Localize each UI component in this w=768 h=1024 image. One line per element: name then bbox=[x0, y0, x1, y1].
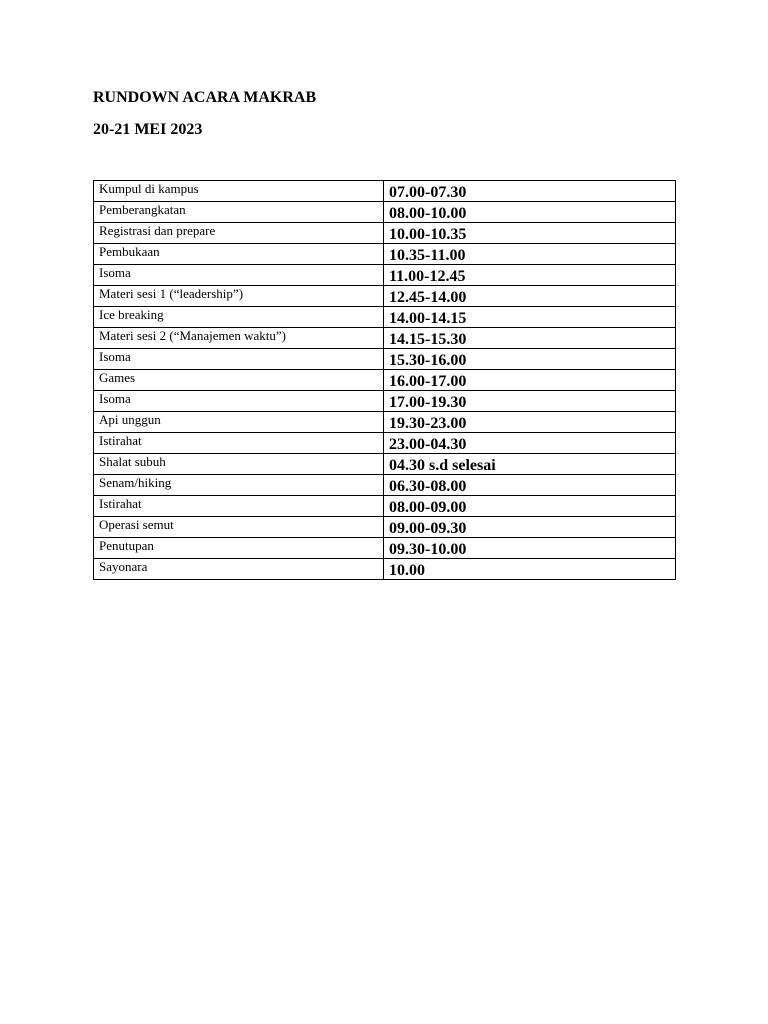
activity-cell: Games bbox=[94, 370, 384, 391]
activity-cell: Pembukaan bbox=[94, 244, 384, 265]
time-cell: 14.15-15.30 bbox=[384, 328, 676, 349]
table-row bbox=[94, 349, 676, 370]
time-cell: 11.00-12.45 bbox=[384, 265, 676, 286]
time-cell: 10.00 bbox=[384, 559, 676, 580]
activity-cell: Api unggun bbox=[94, 412, 384, 433]
activity-cell: Isoma bbox=[94, 265, 384, 286]
table-row bbox=[94, 181, 676, 202]
activity-cell: Shalat subuh bbox=[94, 454, 384, 475]
activity-cell: Materi sesi 1 (“leadership”) bbox=[94, 286, 384, 307]
time-cell: 08.00-10.00 bbox=[384, 202, 676, 223]
table-row bbox=[94, 517, 676, 538]
activity-cell: Materi sesi 2 (“Manajemen waktu”) bbox=[94, 328, 384, 349]
activity-cell: Pemberangkatan bbox=[94, 202, 384, 223]
table-row bbox=[94, 202, 676, 223]
activity-cell: Istirahat bbox=[94, 433, 384, 454]
time-cell: 16.00-17.00 bbox=[384, 370, 676, 391]
time-cell: 19.30-23.00 bbox=[384, 412, 676, 433]
time-cell: 09.30-10.00 bbox=[384, 538, 676, 559]
table-row bbox=[94, 559, 676, 580]
time-cell: 23.00-04.30 bbox=[384, 433, 676, 454]
time-cell: 17.00-19.30 bbox=[384, 391, 676, 412]
time-cell: 10.00-10.35 bbox=[384, 223, 676, 244]
table-row bbox=[94, 307, 676, 328]
activity-cell: Penutupan bbox=[94, 538, 384, 559]
document-date: 20-21 MEI 2023 bbox=[93, 121, 203, 138]
time-cell: 10.35-11.00 bbox=[384, 244, 676, 265]
table-row bbox=[94, 328, 676, 349]
activity-cell: Ice breaking bbox=[94, 307, 384, 328]
activity-cell: Kumpul di kampus bbox=[94, 181, 384, 202]
table-row bbox=[94, 454, 676, 475]
activity-cell: Istirahat bbox=[94, 496, 384, 517]
activity-cell: Isoma bbox=[94, 349, 384, 370]
activity-cell: Isoma bbox=[94, 391, 384, 412]
time-cell: 07.00-07.30 bbox=[384, 181, 676, 202]
time-cell: 09.00-09.30 bbox=[384, 517, 676, 538]
time-cell: 04.30 s.d selesai bbox=[384, 454, 676, 475]
activity-cell: Sayonara bbox=[94, 559, 384, 580]
time-cell: 14.00-14.15 bbox=[384, 307, 676, 328]
document-title: RUNDOWN ACARA MAKRAB bbox=[93, 89, 317, 106]
time-cell: 08.00-09.00 bbox=[384, 496, 676, 517]
activity-cell: Senam/hiking bbox=[94, 475, 384, 496]
table-row bbox=[94, 412, 676, 433]
schedule-table bbox=[93, 180, 676, 580]
time-cell: 12.45-14.00 bbox=[384, 286, 676, 307]
table-row bbox=[94, 433, 676, 454]
table-row bbox=[94, 391, 676, 412]
table-row bbox=[94, 538, 676, 559]
table-row bbox=[94, 475, 676, 496]
table-row bbox=[94, 223, 676, 244]
table-row bbox=[94, 244, 676, 265]
table-row bbox=[94, 370, 676, 391]
table-row bbox=[94, 286, 676, 307]
time-cell: 06.30-08.00 bbox=[384, 475, 676, 496]
time-cell: 15.30-16.00 bbox=[384, 349, 676, 370]
activity-cell: Operasi semut bbox=[94, 517, 384, 538]
table-row bbox=[94, 265, 676, 286]
table-row bbox=[94, 496, 676, 517]
activity-cell: Registrasi dan prepare bbox=[94, 223, 384, 244]
